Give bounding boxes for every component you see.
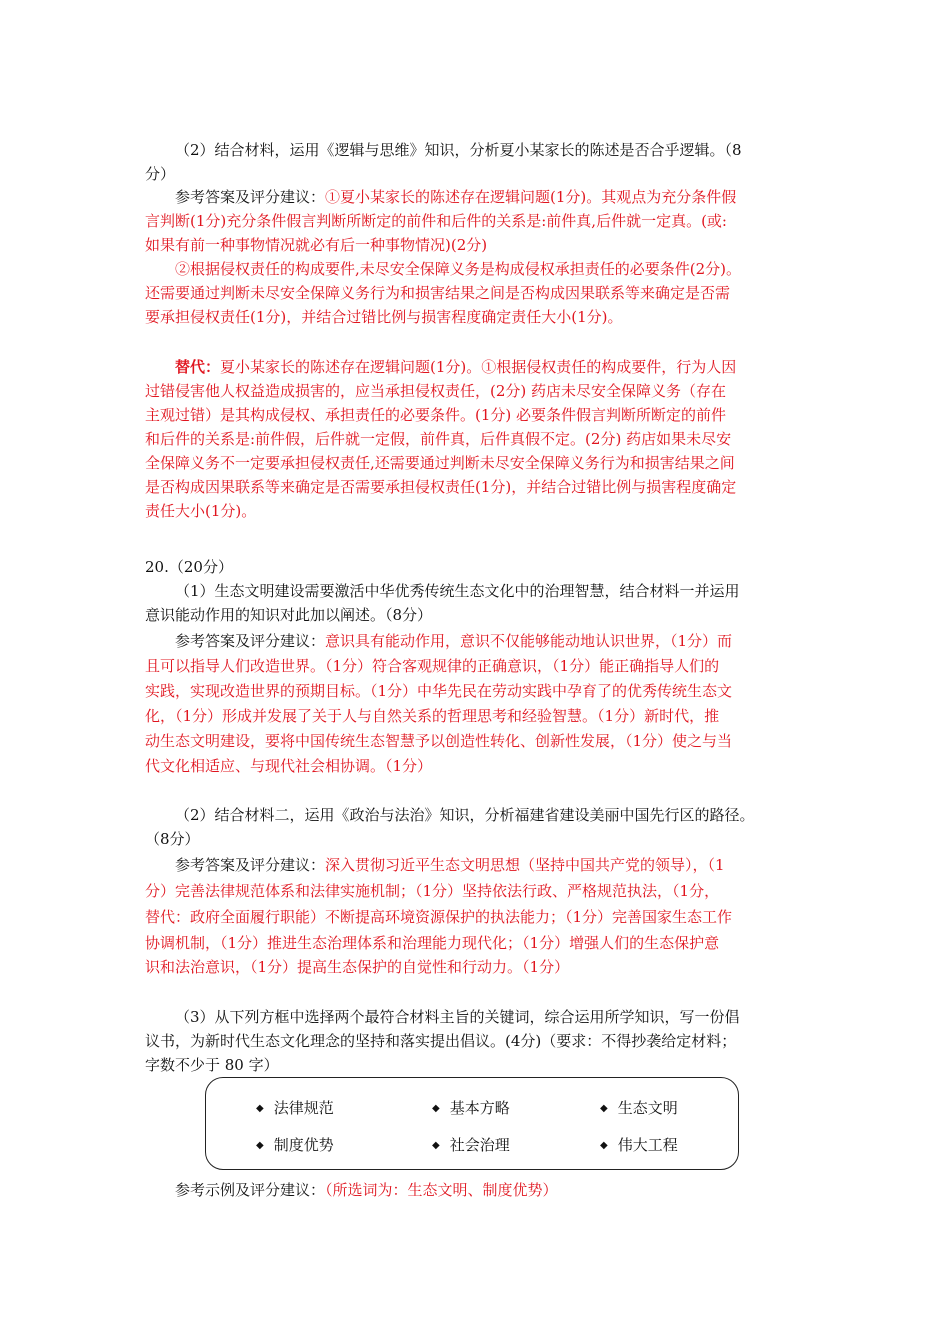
q20-3-example-line: [175, 1180, 810, 1200]
q20-1-answer-line-1: [175, 631, 810, 651]
q20-3-question-line-1: （3）从下列方框中选择两个最符合材料主旨的关键词，综合运用所学知识，写一份倡: [175, 1008, 740, 1026]
q19-2-question-line-2: 分）: [145, 165, 176, 183]
q20-3-question-line-2: 议书，为新时代生态文化理念的坚持和落实提出倡议。(4分)（要求：不得抄袭给定材料；: [145, 1032, 737, 1050]
q19-2-alt-line-4: 和后件的关系是:前件假，后件就一定假，前件真，后件真假不定。(2分) 药店如果未尽安: [145, 430, 732, 448]
diamond-bullet-icon: ◆: [600, 1103, 608, 1114]
q19-2-alt-line-7: 责任大小(1分)。: [145, 502, 257, 520]
keyword-label: 生态文明: [617, 1099, 678, 1117]
keyword-item: [432, 1098, 510, 1119]
keyword-box: [205, 1077, 739, 1170]
q20-1-answer-line-2: 且可以指导人们改造世界。（1分）符合客观规律的正确意识，（1分）能正确指导人们的: [145, 657, 720, 675]
q20-1-question-line-1: （1）生态文明建设需要激活中华优秀传统生态文化中的治理智慧，结合材料一并运用: [175, 582, 740, 600]
q19-2-alt-line-3: 主观过错）是其构成侵权、承担责任的必要条件。(1分) 必要条件假言判断所断定的前件: [145, 406, 727, 424]
keyword-item: [256, 1098, 334, 1119]
answer-text: 深入贯彻习近平生态文明思想（坚持中国共产党的领导），（1: [325, 856, 725, 874]
q20-2-question-line-1: （2）结合材料二，运用《政治与法治》知识，分析福建省建设美丽中国先行区的路径。: [175, 806, 755, 824]
q20-1-answer-line-5: 动生态文明建设，要将中国传统生态智慧予以创造性转化、创新性发展，（1分）使之与当: [145, 732, 733, 750]
keyword-label: 社会治理: [449, 1136, 510, 1154]
q19-2-alt-line-2: 过错侵害他人权益造成损害的，应当承担侵权责任，(2分) 药店未尽安全保障义务（存在: [145, 382, 727, 400]
diamond-bullet-icon: ◆: [256, 1103, 264, 1114]
diamond-bullet-icon: ◆: [432, 1140, 440, 1151]
q19-2-answer-line-2: 言判断(1分)充分条件假言判断所断定的前件和后件的关系是:前件真,后件就一定真。(或:: [145, 212, 727, 230]
diamond-bullet-icon: ◆: [432, 1103, 440, 1114]
reference-answer-label: 参考答案及评分建议：: [175, 188, 326, 206]
q19-2-alt-line-6: 是否构成因果联系等来确定是否需要承担侵权责任(1分)，并结合过错比例与损害程度确定: [145, 478, 737, 496]
keyword-label: 基本方略: [449, 1099, 510, 1117]
q20-2-answer-line-3: 替代：政府全面履行职能）不断提高环境资源保护的执法能力；（1分）完善国家生态工作: [145, 908, 733, 926]
q19-2-answer-line-6: 要承担侵权责任(1分)，并结合过错比例与损害程度确定责任大小(1分)。: [145, 308, 623, 326]
q20-2-answer-line-2: 分）完善法律规范体系和法律实施机制；（1分）坚持依法行政、严格规范执法，（1分，: [145, 882, 720, 900]
reference-answer-label: 参考答案及评分建议：: [175, 856, 326, 874]
keyword-label: 制度优势: [273, 1136, 334, 1154]
alt-label: 替代：: [175, 358, 221, 376]
keyword-label: 法律规范: [273, 1099, 334, 1117]
q20-2-answer-line-5: 识和法治意识，（1分）提高生态保护的自觉性和行动力。（1分）: [145, 958, 570, 976]
keyword-item: [432, 1135, 510, 1156]
example-text: （所选词为：生态文明、制度优势）: [325, 1181, 558, 1199]
q19-2-alt-line-1: [175, 357, 810, 377]
q20-1-answer-line-6: 代文化相适应、与现代社会相协调。（1分）: [145, 757, 433, 775]
answer-text: 意识具有能动作用，意识不仅能够能动地认识世界，（1分）而: [325, 632, 733, 650]
q20-1-answer-line-4: 化，（1分）形成并发展了关于人与自然关系的哲理思考和经验智慧。（1分）新时代，推: [145, 707, 720, 725]
q19-2-answer-line-3: 如果有前一种事物情况就必有后一种事物情况)(2分): [145, 236, 488, 254]
keyword-item: [256, 1135, 334, 1156]
q20-3-question-line-3: 字数不少于 80 字）: [145, 1056, 279, 1074]
diamond-bullet-icon: ◆: [600, 1140, 608, 1151]
keyword-label: 伟大工程: [617, 1136, 678, 1154]
q20-1-answer-line-3: 实践，实现改造世界的预期目标。（1分）中华先民在劳动实践中孕育了的优秀传统生态文: [145, 682, 733, 700]
q20-1-question-line-2: 意识能动作用的知识对此加以阐述。（8分）: [145, 606, 433, 624]
keyword-item: [600, 1098, 678, 1119]
diamond-bullet-icon: ◆: [256, 1140, 264, 1151]
q19-2-alt-line-5: 全保障义务不一定要承担侵权责任,还需要通过判断未尽安全保障义务行为和损害结果之间: [145, 454, 735, 472]
answer-text: ①夏小某家长的陈述存在逻辑问题(1分)。其观点为充分条件假: [325, 188, 737, 206]
reference-answer-label: 参考答案及评分建议：: [175, 632, 326, 650]
q19-2-answer-line-1: [175, 187, 810, 207]
q20-heading: 20.（20分）: [145, 558, 233, 576]
q20-2-answer-line-4: 协调机制，（1分）推进生态治理体系和治理能力现代化；（1分）增强人们的生态保护意: [145, 934, 720, 952]
q20-2-answer-line-1: [175, 855, 810, 875]
q19-2-question-line-1: （2）结合材料，运用《逻辑与思维》知识，分析夏小某家长的陈述是否合乎逻辑。（8: [175, 141, 742, 159]
q19-2-answer-line-5: 还需要通过判断未尽安全保障义务行为和损害结果之间是否构成因果联系等来确定是否需: [145, 284, 731, 302]
q20-2-question-line-2: （8分）: [145, 830, 200, 848]
reference-example-label: 参考示例及评分建议：: [175, 1181, 326, 1199]
alt-text: 夏小某家长的陈述存在逻辑问题(1分)。①根据侵权责任的构成要件，行为人因: [220, 358, 737, 376]
q19-2-answer-line-4: ②根据侵权责任的构成要件,未尽安全保障义务是构成侵权承担责任的必要条件(2分)。: [175, 260, 742, 278]
keyword-item: [600, 1135, 678, 1156]
